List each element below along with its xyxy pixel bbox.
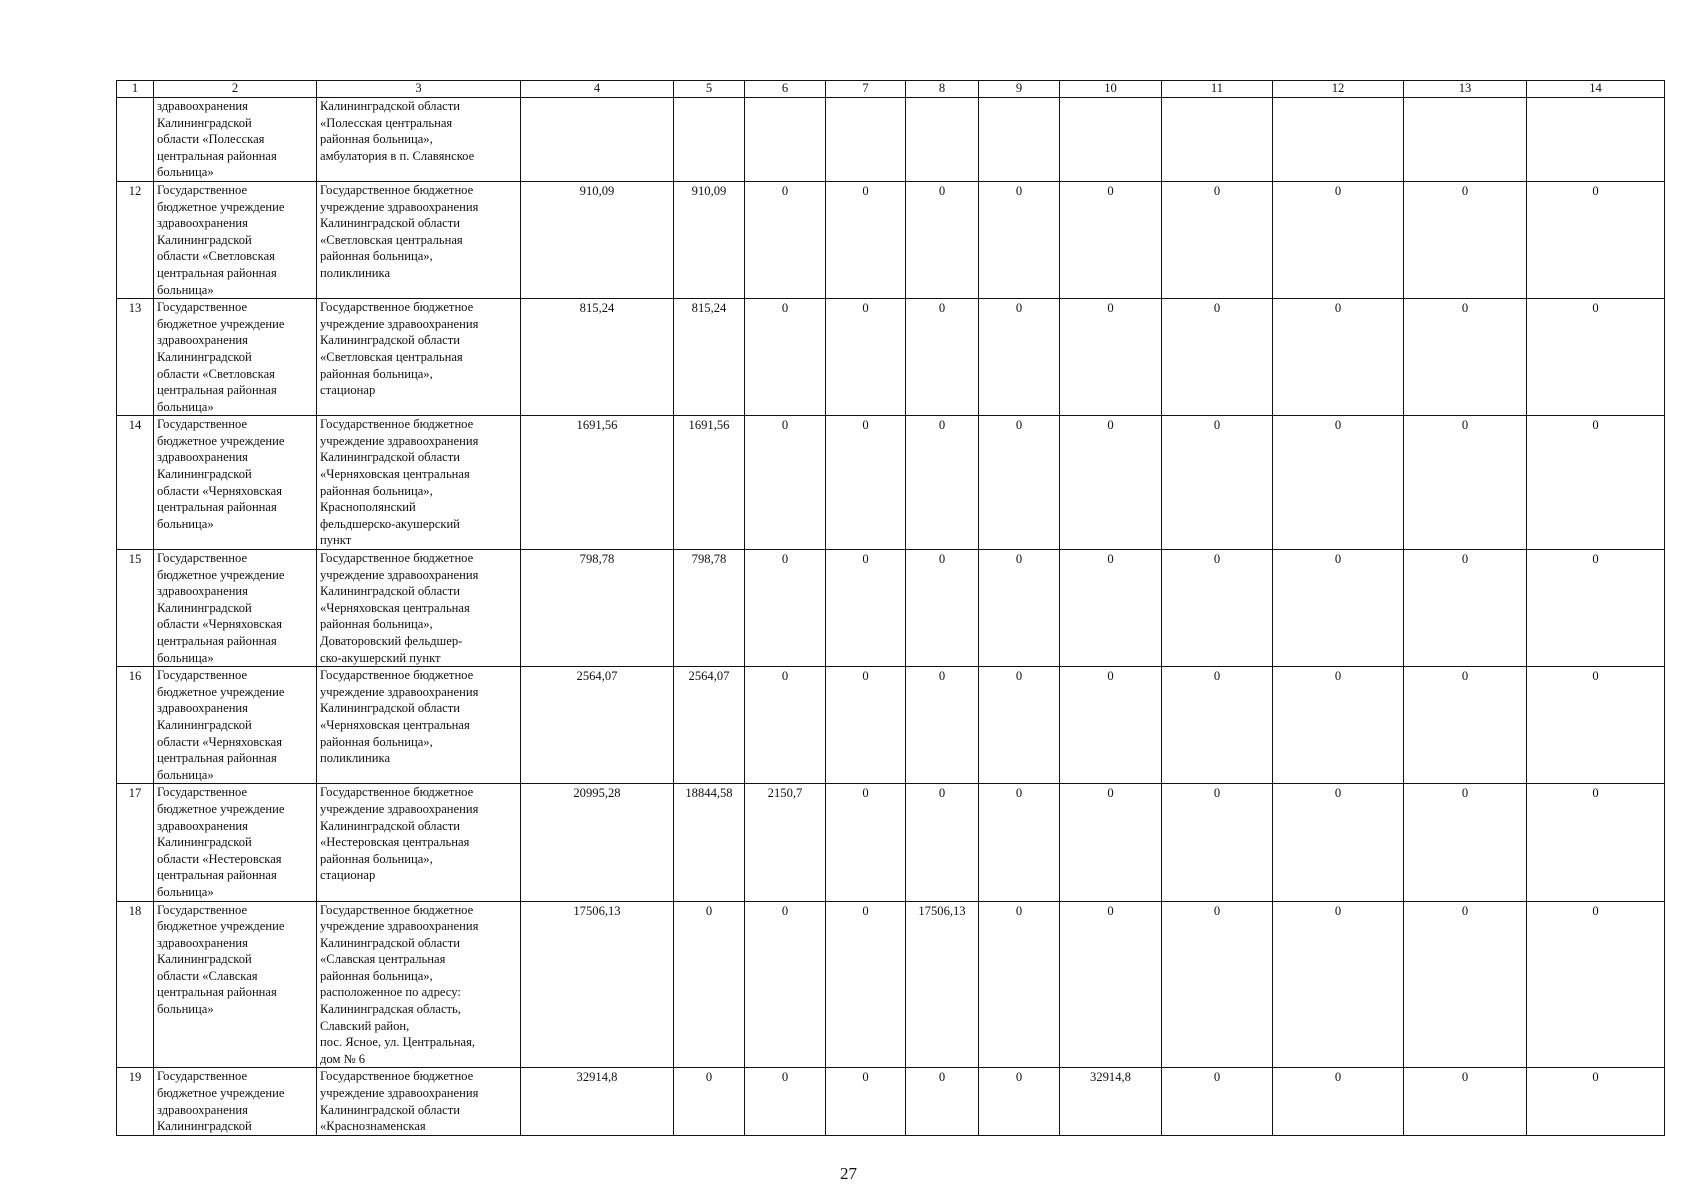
table-row: [117, 299, 1665, 416]
table-body: [117, 81, 1665, 1136]
value-cell-col-4: 2564,07: [521, 667, 674, 784]
value-cell-col-4: 1691,56: [521, 416, 674, 550]
value-cell-col-12: 0: [1273, 901, 1404, 1068]
value-cell-col-10: 0: [1060, 416, 1162, 550]
value-cell-col-7: 0: [826, 416, 906, 550]
value-cell-col-11: 0: [1162, 181, 1273, 298]
facility-description: Государственное бюджетное учреждение здравоохранения Калининградской области «Светловская центральная районная больница», стационар: [317, 299, 521, 416]
organization-name: Государственное бюджетное учреждение здравоохранения Калининградской области «Черняховская центральная районная больница»: [154, 550, 317, 667]
value-cell-col-5: 0: [674, 1068, 745, 1135]
value-cell-col-9: 0: [979, 1068, 1060, 1135]
value-cell-col-8: 0: [906, 1068, 979, 1135]
value-cell-col-14: 0: [1527, 299, 1665, 416]
column-header-2: 2: [154, 81, 317, 98]
value-cell-col-6: 2150,7: [745, 784, 826, 901]
organization-name: Государственное бюджетное учреждение здравоохранения Калининградской: [154, 1068, 317, 1135]
value-cell-col-11: [1162, 98, 1273, 182]
organization-name: Государственное бюджетное учреждение здравоохранения Калининградской области «Черняховская центральная районная больница»: [154, 667, 317, 784]
value-cell-col-14: 0: [1527, 901, 1665, 1068]
column-header-8: 8: [906, 81, 979, 98]
value-cell-col-12: 0: [1273, 181, 1404, 298]
organization-name: Государственное бюджетное учреждение здравоохранения Калининградской области «Светловская центральная районная больница»: [154, 299, 317, 416]
value-cell-col-13: [1404, 98, 1527, 182]
value-cell-col-13: 0: [1404, 416, 1527, 550]
value-cell-col-10: 0: [1060, 784, 1162, 901]
value-cell-col-10: 0: [1060, 550, 1162, 667]
value-cell-col-8: 0: [906, 299, 979, 416]
value-cell-col-8: 0: [906, 416, 979, 550]
value-cell-col-8: 0: [906, 784, 979, 901]
value-cell-col-7: 0: [826, 784, 906, 901]
row-number: 17: [117, 784, 154, 901]
organization-name: Государственное бюджетное учреждение здравоохранения Калининградской области «Светловская центральная районная больница»: [154, 181, 317, 298]
facility-description: Государственное бюджетное учреждение здравоохранения Калининградской области «Нестеровская центральная районная больница», стационар: [317, 784, 521, 901]
value-cell-col-12: 0: [1273, 299, 1404, 416]
value-cell-col-12: 0: [1273, 550, 1404, 667]
value-cell-col-10: 0: [1060, 299, 1162, 416]
column-header-7: 7: [826, 81, 906, 98]
value-cell-col-5: 2564,07: [674, 667, 745, 784]
value-cell-col-6: 0: [745, 299, 826, 416]
value-cell-col-14: 0: [1527, 550, 1665, 667]
value-cell-col-6: 0: [745, 1068, 826, 1135]
value-cell-col-5: 910,09: [674, 181, 745, 298]
value-cell-col-8: 0: [906, 550, 979, 667]
header-row: [117, 81, 1665, 98]
value-cell-col-12: [1273, 98, 1404, 182]
value-cell-col-13: 0: [1404, 784, 1527, 901]
facility-description: Государственное бюджетное учреждение здравоохранения Калининградской области «Светловская центральная районная больница», поликлиника: [317, 181, 521, 298]
value-cell-col-11: 0: [1162, 550, 1273, 667]
value-cell-col-9: 0: [979, 416, 1060, 550]
row-number: 14: [117, 416, 154, 550]
value-cell-col-11: 0: [1162, 299, 1273, 416]
table-row: [117, 784, 1665, 901]
value-cell-col-12: 0: [1273, 667, 1404, 784]
table-row: [117, 416, 1665, 550]
facility-description: Государственное бюджетное учреждение здравоохранения Калининградской области «Черняховская центральная районная больница», поликлиника: [317, 667, 521, 784]
table-row: [117, 98, 1665, 182]
column-header-11: 11: [1162, 81, 1273, 98]
value-cell-col-7: 0: [826, 181, 906, 298]
facility-description: Государственное бюджетное учреждение здравоохранения Калининградской области «Славская центральная районная больница», расположенное по адресу: Калининградская область, Славский район, пос. Ясное, ул. Центральная, дом № 6: [317, 901, 521, 1068]
value-cell-col-10: 0: [1060, 667, 1162, 784]
value-cell-col-14: 0: [1527, 1068, 1665, 1135]
value-cell-col-10: 32914,8: [1060, 1068, 1162, 1135]
value-cell-col-7: 0: [826, 1068, 906, 1135]
column-header-1: 1: [117, 81, 154, 98]
column-header-5: 5: [674, 81, 745, 98]
value-cell-col-8: 17506,13: [906, 901, 979, 1068]
value-cell-col-6: 0: [745, 550, 826, 667]
value-cell-col-9: [979, 98, 1060, 182]
value-cell-col-6: 0: [745, 901, 826, 1068]
column-header-14: 14: [1527, 81, 1665, 98]
value-cell-col-13: 0: [1404, 901, 1527, 1068]
value-cell-col-9: 0: [979, 550, 1060, 667]
value-cell-col-12: 0: [1273, 416, 1404, 550]
facility-description: Государственное бюджетное учреждение здравоохранения Калининградской области «Краснознаменская: [317, 1068, 521, 1135]
value-cell-col-13: 0: [1404, 299, 1527, 416]
value-cell-col-5: 0: [674, 901, 745, 1068]
value-cell-col-13: 0: [1404, 667, 1527, 784]
facility-description: Государственное бюджетное учреждение здравоохранения Калининградской области «Черняховская центральная районная больница», Доваторовский фельдшер- ско-акушерский пункт: [317, 550, 521, 667]
column-header-12: 12: [1273, 81, 1404, 98]
value-cell-col-9: 0: [979, 181, 1060, 298]
value-cell-col-10: 0: [1060, 181, 1162, 298]
value-cell-col-9: 0: [979, 299, 1060, 416]
column-header-13: 13: [1404, 81, 1527, 98]
column-header-9: 9: [979, 81, 1060, 98]
row-number: 15: [117, 550, 154, 667]
row-number: 13: [117, 299, 154, 416]
value-cell-col-11: 0: [1162, 416, 1273, 550]
value-cell-col-8: [906, 98, 979, 182]
table-row: [117, 1068, 1665, 1135]
page-number: 27: [840, 1164, 857, 1183]
value-cell-col-4: 815,24: [521, 299, 674, 416]
organization-name: Государственное бюджетное учреждение здравоохранения Калининградской области «Нестеровская центральная районная больница»: [154, 784, 317, 901]
row-number: [117, 98, 154, 182]
value-cell-col-7: 0: [826, 901, 906, 1068]
row-number: 12: [117, 181, 154, 298]
value-cell-col-6: 0: [745, 667, 826, 784]
value-cell-col-14: 0: [1527, 784, 1665, 901]
value-cell-col-7: [826, 98, 906, 182]
value-cell-col-13: 0: [1404, 1068, 1527, 1135]
organization-name: Государственное бюджетное учреждение здравоохранения Калининградской области «Славская центральная районная больница»: [154, 901, 317, 1068]
column-header-3: 3: [317, 81, 521, 98]
table-row: [117, 667, 1665, 784]
row-number: 19: [117, 1068, 154, 1135]
value-cell-col-4: 32914,8: [521, 1068, 674, 1135]
value-cell-col-8: 0: [906, 667, 979, 784]
value-cell-col-14: [1527, 98, 1665, 182]
value-cell-col-7: 0: [826, 667, 906, 784]
value-cell-col-6: [745, 98, 826, 182]
value-cell-col-5: 798,78: [674, 550, 745, 667]
table-row: [117, 550, 1665, 667]
value-cell-col-4: [521, 98, 674, 182]
value-cell-col-13: 0: [1404, 181, 1527, 298]
value-cell-col-4: 17506,13: [521, 901, 674, 1068]
value-cell-col-6: 0: [745, 416, 826, 550]
organization-name: Государственное бюджетное учреждение здравоохранения Калининградской области «Черняховская центральная районная больница»: [154, 416, 317, 550]
column-header-4: 4: [521, 81, 674, 98]
column-header-10: 10: [1060, 81, 1162, 98]
value-cell-col-11: 0: [1162, 901, 1273, 1068]
row-number: 18: [117, 901, 154, 1068]
value-cell-col-9: 0: [979, 784, 1060, 901]
value-cell-col-8: 0: [906, 181, 979, 298]
value-cell-col-9: 0: [979, 667, 1060, 784]
value-cell-col-5: [674, 98, 745, 182]
value-cell-col-9: 0: [979, 901, 1060, 1068]
organization-name: здравоохранения Калининградской области «Полесская центральная районная больница»: [154, 98, 317, 182]
value-cell-col-13: 0: [1404, 550, 1527, 667]
value-cell-col-14: 0: [1527, 181, 1665, 298]
value-cell-col-4: 910,09: [521, 181, 674, 298]
value-cell-col-10: [1060, 98, 1162, 182]
value-cell-col-12: 0: [1273, 1068, 1404, 1135]
value-cell-col-11: 0: [1162, 667, 1273, 784]
value-cell-col-7: 0: [826, 550, 906, 667]
value-cell-col-5: 1691,56: [674, 416, 745, 550]
table-row: [117, 181, 1665, 298]
value-cell-col-5: 18844,58: [674, 784, 745, 901]
value-cell-col-11: 0: [1162, 1068, 1273, 1135]
value-cell-col-14: 0: [1527, 416, 1665, 550]
table-row: [117, 901, 1665, 1068]
value-cell-col-14: 0: [1527, 667, 1665, 784]
value-cell-col-4: 20995,28: [521, 784, 674, 901]
row-number: 16: [117, 667, 154, 784]
facility-description: Государственное бюджетное учреждение здравоохранения Калининградской области «Черняховская центральная районная больница», Краснополянский фельдшерско-акушерский пункт: [317, 416, 521, 550]
data-table: [116, 80, 1665, 1136]
column-header-6: 6: [745, 81, 826, 98]
value-cell-col-6: 0: [745, 181, 826, 298]
value-cell-col-7: 0: [826, 299, 906, 416]
value-cell-col-5: 815,24: [674, 299, 745, 416]
value-cell-col-4: 798,78: [521, 550, 674, 667]
value-cell-col-12: 0: [1273, 784, 1404, 901]
value-cell-col-10: 0: [1060, 901, 1162, 1068]
facility-description: Калининградской области «Полесская центральная районная больница», амбулатория в п. Славянское: [317, 98, 521, 182]
value-cell-col-11: 0: [1162, 784, 1273, 901]
